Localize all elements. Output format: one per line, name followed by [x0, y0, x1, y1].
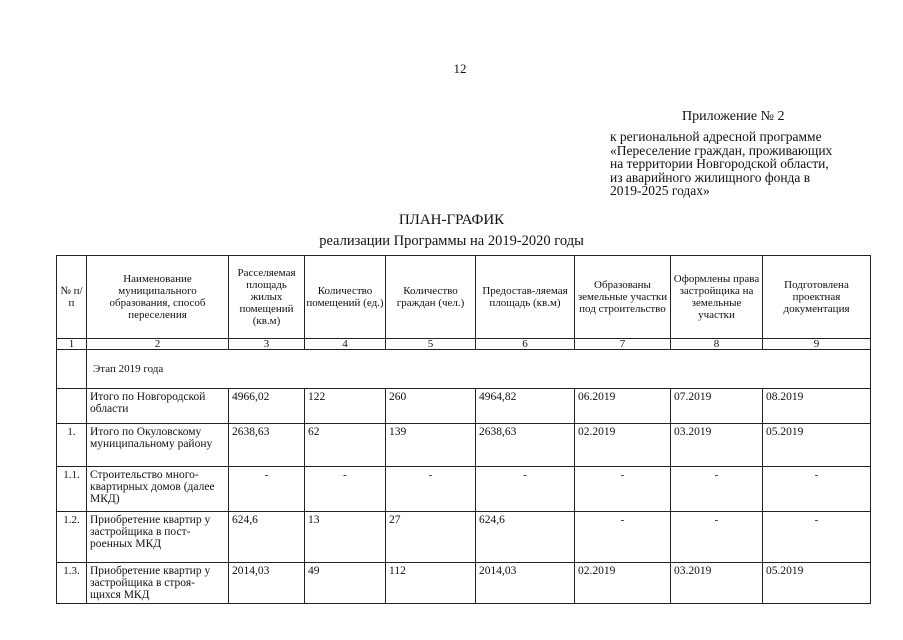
row-rights: - [671, 467, 763, 512]
row-rights: - [671, 512, 763, 563]
row-land: 02.2019 [575, 563, 671, 604]
row-name: Строительство много-квартирных домов (далее МКД) [87, 467, 229, 512]
row-docs: - [763, 512, 871, 563]
header-cell: Оформлены права застройщика на земельные участки [671, 256, 763, 339]
row-provided: 4964,82 [476, 389, 575, 424]
page-number: 12 [453, 61, 467, 76]
appendix-line: на территории Новгородской области, [610, 156, 829, 171]
header-cell: Подготовлена проектная документация [763, 256, 871, 339]
header-cell: № п/п [57, 256, 87, 339]
appendix-body [610, 130, 880, 198]
row-rooms: 49 [305, 563, 386, 604]
column-number: 1 [57, 339, 87, 350]
row-provided: 624,6 [476, 512, 575, 563]
row-land: 02.2019 [575, 424, 671, 467]
row-land: - [575, 512, 671, 563]
table-row [57, 424, 871, 467]
document-subtitle: реализации Программы на 2019-2020 годы [319, 233, 584, 249]
row-docs: - [763, 467, 871, 512]
row-rights: 07.2019 [671, 389, 763, 424]
stage-label: Этап 2019 года [87, 350, 871, 389]
row-rooms: 62 [305, 424, 386, 467]
row-provided: 2014,03 [476, 563, 575, 604]
header-row [57, 256, 871, 339]
row-provided: 2638,63 [476, 424, 575, 467]
row-citizens: 27 [386, 512, 476, 563]
row-land: 06.2019 [575, 389, 671, 424]
row-name: Приобретение квартир у застройщика в пост-роенных МКД [87, 512, 229, 563]
row-rooms: 122 [305, 389, 386, 424]
row-number: 1.2. [57, 512, 87, 563]
row-name: Приобретение квартир у застройщика в строя-щихся МКД [87, 563, 229, 604]
header-cell: Образованы земельные участки под строительство [575, 256, 671, 339]
row-citizens: 139 [386, 424, 476, 467]
table-row [57, 563, 871, 604]
header-cell: Предостав-ляемая площадь (кв.м) [476, 256, 575, 339]
row-number: 1.1. [57, 467, 87, 512]
appendix-line: к региональной адресной программе [610, 129, 822, 144]
column-number: 6 [476, 339, 575, 350]
row-citizens: - [386, 467, 476, 512]
row-number [57, 389, 87, 424]
header-cell: Количество помещений (ед.) [305, 256, 386, 339]
row-land: - [575, 467, 671, 512]
header-cell: Наименование муниципального образования, способ переселения [87, 256, 229, 339]
row-citizens: 112 [386, 563, 476, 604]
row-number: 1.3. [57, 563, 87, 604]
row-docs: 05.2019 [763, 563, 871, 604]
row-area: 2638,63 [229, 424, 305, 467]
column-number: 7 [575, 339, 671, 350]
row-area: 624,6 [229, 512, 305, 563]
table-row [57, 389, 871, 424]
row-rights: 03.2019 [671, 424, 763, 467]
header-cell: Расселяемая площадь жилых помещений (кв.м) [229, 256, 305, 339]
document-title: ПЛАН-ГРАФИК [398, 212, 505, 228]
row-docs: 08.2019 [763, 389, 871, 424]
appendix-title: Приложение № 2 [682, 109, 785, 124]
row-name: Итого по Новгородской области [87, 389, 229, 424]
appendix-line: «Переселение граждан, проживающих [610, 142, 833, 158]
column-number: 8 [671, 339, 763, 350]
row-area: 4966,02 [229, 389, 305, 424]
stage-spacer [57, 350, 87, 389]
row-rooms: 13 [305, 512, 386, 563]
row-rights: 03.2019 [671, 563, 763, 604]
column-number: 4 [305, 339, 386, 350]
row-rooms: - [305, 467, 386, 512]
table-row [57, 467, 871, 512]
appendix-line: из аварийного жилищного фонда в [610, 169, 811, 185]
stage-row [57, 350, 871, 389]
column-number: 3 [229, 339, 305, 350]
appendix-line: 2019-2025 годах» [610, 183, 710, 198]
row-docs: 05.2019 [763, 424, 871, 467]
schedule-table [56, 255, 871, 604]
row-provided: - [476, 467, 575, 512]
column-number: 9 [763, 339, 871, 350]
column-number-row [57, 339, 871, 350]
row-citizens: 260 [386, 389, 476, 424]
column-number: 5 [386, 339, 476, 350]
row-name: Итого по Окуловскому муниципальному району [87, 424, 229, 467]
header-cell: Количество граждан (чел.) [386, 256, 476, 339]
row-area: 2014,03 [229, 563, 305, 604]
row-area: - [229, 467, 305, 512]
row-number: 1. [57, 424, 87, 467]
column-number: 2 [87, 339, 229, 350]
table-row [57, 512, 871, 563]
